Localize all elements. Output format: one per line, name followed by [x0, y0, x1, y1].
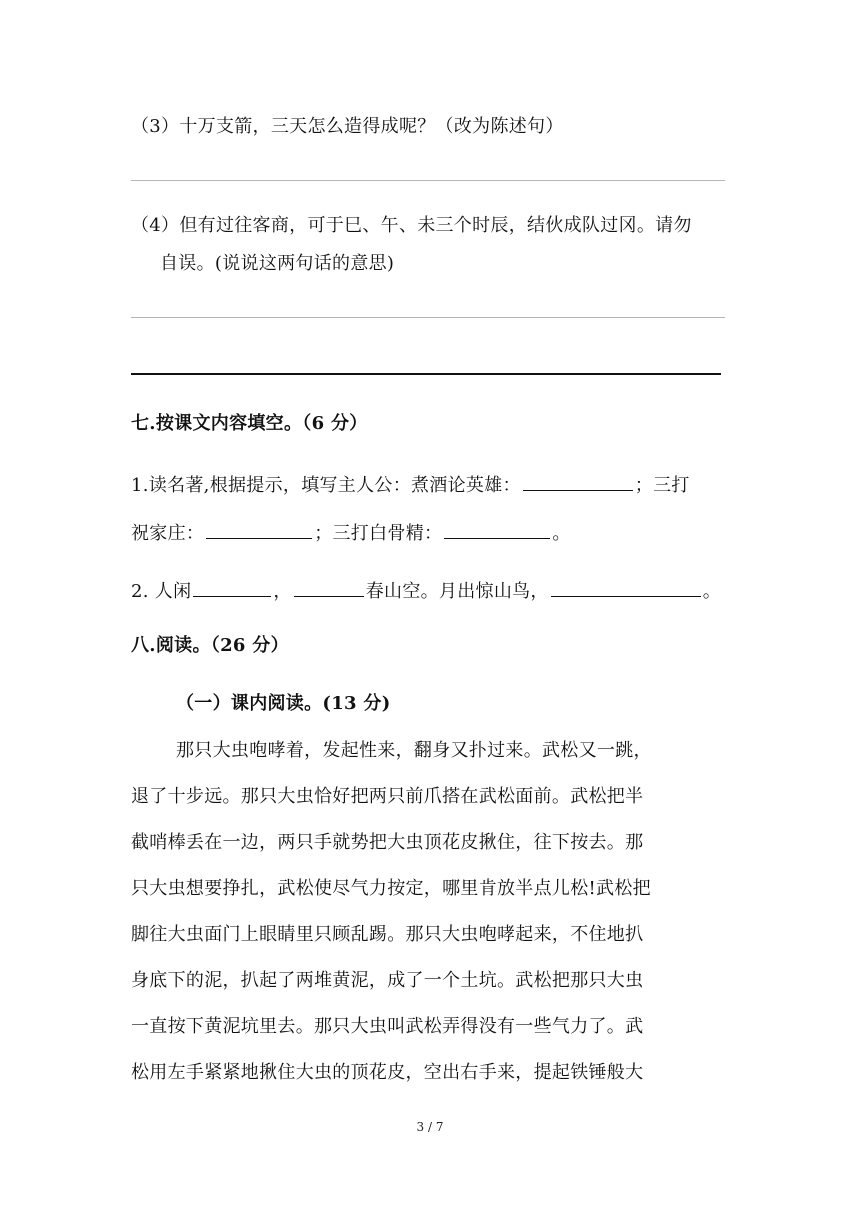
q2-comma: ， [273, 581, 292, 602]
section-7-q1-line2 [131, 518, 571, 546]
fill-blank-6[interactable] [551, 576, 701, 597]
passage-line: 松用左手紧紧地揪住大虫的顶花皮，空出右手来，提起铁锤般大 [131, 1062, 644, 1083]
q1-text-4: ；三打白骨精： [314, 523, 443, 544]
q1-text-2: ；三打 [634, 475, 690, 496]
answer-line-dark [131, 373, 721, 375]
fill-blank-4[interactable] [193, 576, 271, 597]
section-8-sub1-heading: （一）课内阅读。(13 分) [176, 693, 391, 714]
section-7-heading: 七.按课文内容填空。（6 分） [131, 413, 368, 434]
section-8-heading: 八.阅读。（26 分） [131, 635, 289, 656]
fill-blank-1[interactable] [523, 470, 633, 491]
question-6-4-text-line1: （4）但有过往客商，可于巳、午、未三个时辰，结伙成队过冈。请勿 [131, 215, 692, 236]
question-6-3-text: （3）十万支箭，三天怎么造得成呢？（改为陈述句） [131, 116, 564, 137]
fill-blank-3[interactable] [444, 518, 550, 539]
section-7-q2-line [131, 576, 721, 604]
page-number: 3 / 7 [416, 1120, 444, 1134]
q1-text-3: 祝家庄： [131, 523, 205, 544]
passage-line: 那只大虫咆哮着，发起性来，翻身又扑过来。武松又一跳， [176, 740, 652, 761]
passage-line: 脚往大虫面门上眼睛里只顾乱踢。那只大虫咆哮起来，不住地扒 [131, 924, 644, 945]
q2-prompt: 2. 人闲 [131, 581, 192, 602]
question-6-4-text-line2: 自误。(说说这两句话的意思) [160, 253, 395, 274]
section-7-q1-line1 [131, 470, 690, 498]
answer-line [131, 317, 725, 318]
passage-line: 退了十步远。那只大虫恰好把两只前爪搭在武松面前。武松把半 [131, 786, 644, 807]
q2-text: 春山空。月出惊山鸟， [365, 581, 549, 602]
fill-blank-5[interactable] [294, 576, 364, 597]
passage-line: 一直按下黄泥坑里去。那只大虫叫武松弄得没有一些气力了。武 [131, 1016, 644, 1037]
q1-prompt: 1.读名著,根据提示，填写主人公：煮酒论英雄： [131, 475, 521, 496]
q1-text-5: 。 [552, 523, 571, 544]
passage-line: 截哨棒丢在一边，两只手就势把大虫顶花皮揪住，往下按去。那 [131, 832, 644, 853]
answer-line [131, 180, 725, 181]
passage-line: 身底下的泥，扒起了两堆黄泥，成了一个土坑。武松把那只大虫 [131, 970, 644, 991]
fill-blank-2[interactable] [206, 518, 312, 539]
q2-end: 。 [702, 581, 722, 602]
passage-line: 只大虫想要挣扎，武松使尽气力按定，哪里肯放半点儿松!武松把 [131, 878, 651, 899]
